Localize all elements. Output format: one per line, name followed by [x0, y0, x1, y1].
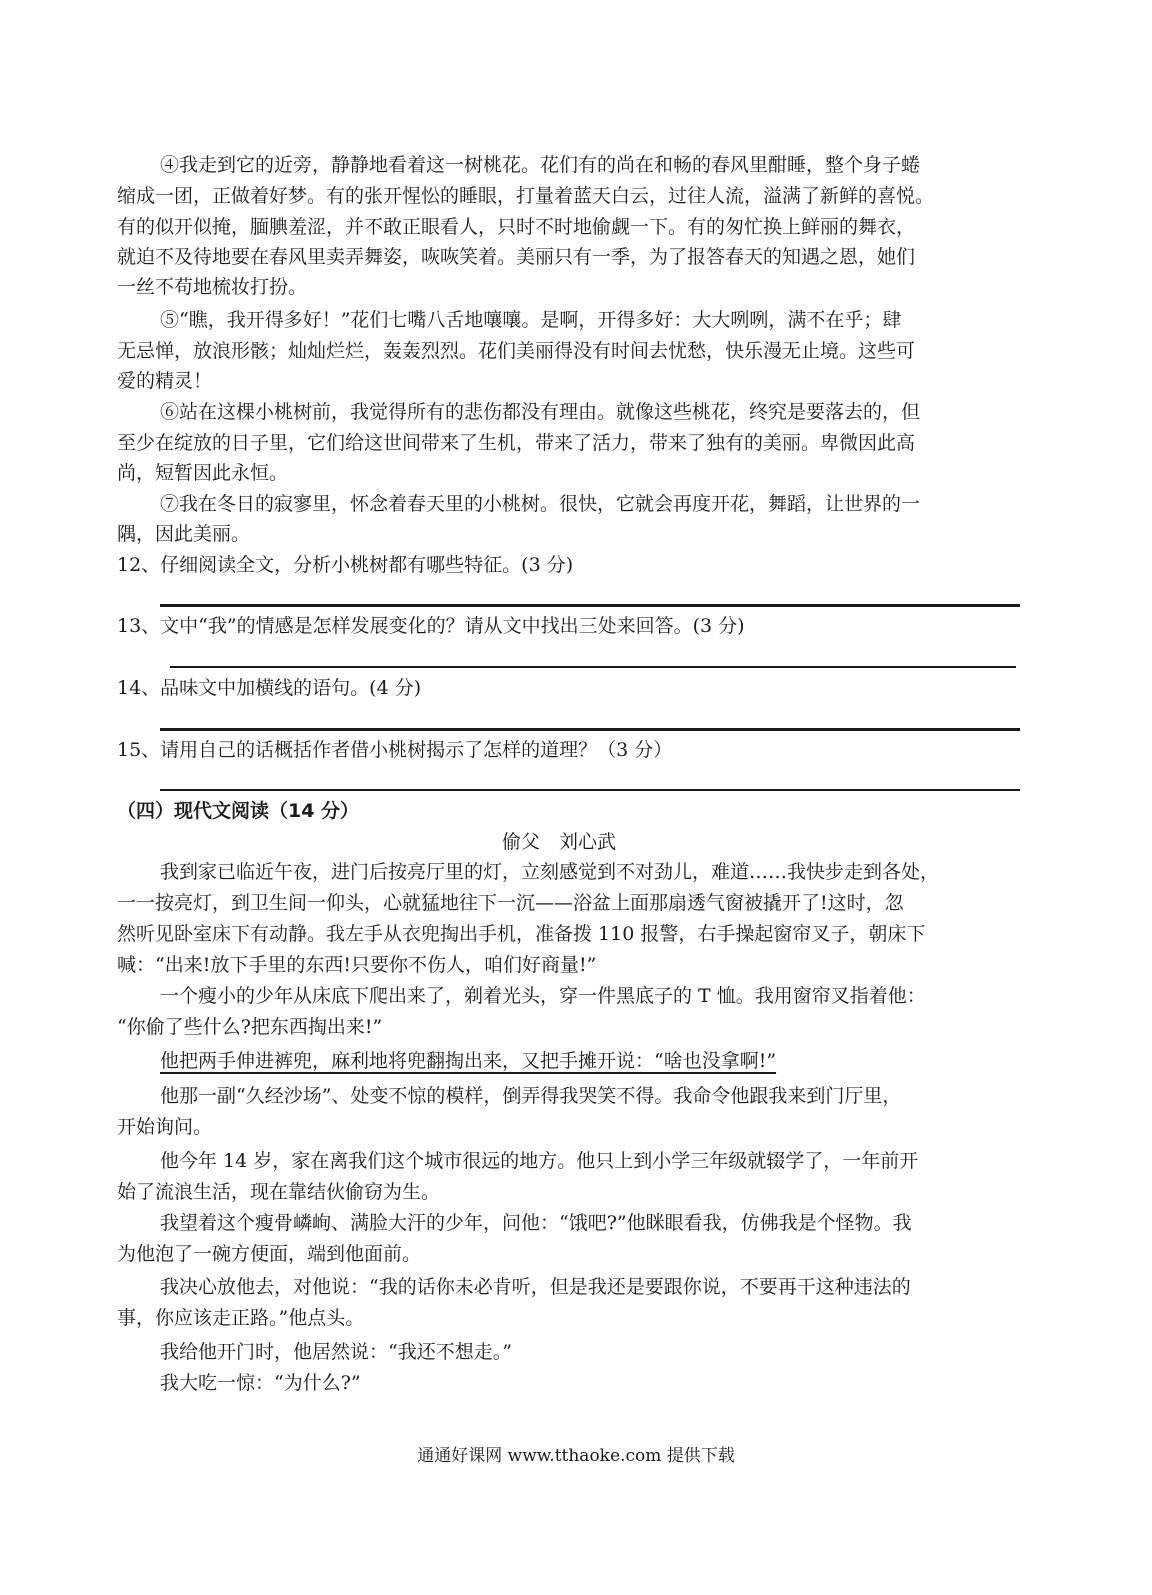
s4-p7-line-2: 事，你应该走正路。”他点头。	[117, 1307, 365, 1329]
p5-line-1: ⑤“瞧，我开得多好！”花们七嘴八舌地嚷嚷。是啊，开得多好：大大咧咧，满不在乎；肆	[160, 309, 902, 331]
p6-line-2: 至少在绽放的日子里，它们给这世间带来了生机，带来了活力，带来了独有的美丽。卑微因此高	[117, 432, 916, 454]
p5-line-3: 爱的精灵！	[117, 370, 213, 392]
p7-line-1: ⑦我在冬日的寂寥里，怀念着春天里的小桃树。很快，它就会再度开花，舞蹈，让世界的一	[160, 493, 921, 515]
p6-line-3: 尚，短暂因此永恒。	[117, 462, 289, 484]
answer-line-12[interactable]	[160, 604, 1020, 607]
p4-line-5: 一丝不苟地梳妆打扮。	[117, 276, 308, 298]
article-title: 偷父 刘心武	[502, 831, 617, 853]
s4-p2-line-1: 一个瘦小的少年从床底下爬出来了，剃着光头，穿一件黑底子的 T 恤。我用窗帘叉指着他：	[160, 985, 926, 1007]
answer-line-14[interactable]	[160, 728, 1020, 731]
s4-p6-line-1: 我望着这个瘦骨嶙峋、满脸大汗的少年，问他：“饿吧?”他眯眼看我，仿佛我是个怪物。我	[160, 1212, 912, 1234]
s4-p1-line-4: 喊：“出来!放下手里的东西!只要你不伤人，咱们好商量!”	[117, 954, 597, 976]
s4-p4-line-1: 他那一副“久经沙场”、处变不惊的模样，倒弄得我哭笑不得。我命令他跟我来到门厅里，	[160, 1085, 902, 1107]
p4-line-4: 就迫不及待地要在春风里卖弄舞姿，咴咴笑着。美丽只有一季，为了报答春天的知遇之恩，她们	[117, 246, 916, 268]
p6-line-1: ⑥站在这棵小桃树前，我觉得所有的悲伤都没有理由。就像这些桃花，终究是要落去的，但	[160, 401, 921, 423]
answer-line-15[interactable]	[160, 789, 1020, 791]
question-15: 15、请用自己的话概括作者借小桃树揭示了怎样的道理？（3 分）	[117, 739, 673, 761]
question-14: 14、品味文中加横线的语句。(4 分)	[117, 677, 422, 699]
question-12: 12、仔细阅读全文，分析小桃树都有哪些特征。(3 分)	[117, 554, 574, 576]
footer-credit: 通通好课网 www.tthaoke.com 提供下载	[417, 1446, 735, 1466]
underlined-sentence: 他把两手伸进裤兜，麻利地将兜翻掏出来，又把手摊开说：“啥也没拿啊!”	[160, 1050, 777, 1072]
s4-p9-line-1: 我大吃一惊：“为什么?”	[160, 1372, 361, 1394]
section-header: （四）现代文阅读（14 分）	[117, 800, 360, 822]
s4-p4-line-2: 开始询问。	[117, 1116, 213, 1138]
s4-p2-line-2: “你偷了些什么?把东西掏出来!”	[117, 1016, 383, 1038]
s4-p1-line-1: 我到家已临近午夜，进门后按亮厅里的灯，立刻感觉到不对劲儿，难道……我快步走到各处，	[160, 861, 940, 883]
question-13: 13、文中“我”的情感是怎样发展变化的？请从文中找出三处来回答。(3 分)	[117, 615, 745, 637]
s4-p7-line-1: 我决心放他去，对他说：“我的话你未必肯听，但是我还是要跟你说，不要再干这种违法的	[160, 1276, 911, 1298]
p7-line-2: 隅，因此美丽。	[117, 523, 251, 545]
p5-line-2: 无忌惮，放浪形骸；灿灿烂烂，轰轰烈烈。花们美丽得没有时间去忧愁，快乐漫无止境。这些可	[117, 340, 916, 362]
s4-p6-line-2: 为他泡了一碗方便面，端到他面前。	[117, 1243, 422, 1265]
answer-line-13[interactable]	[170, 666, 1016, 668]
s4-p8-line-1: 我给他开门时，他居然说：“我还不想走。”	[160, 1341, 512, 1363]
s4-p1-line-3: 然听见卧室床下有动静。我左手从衣兜掏出手机，准备拨 110 报警，右手操起窗帘叉子，朝床下	[117, 923, 926, 945]
s4-p5-line-2: 始了流浪生活，现在靠结伙偷窃为生。	[117, 1181, 441, 1203]
s4-p5-line-1: 他今年 14 岁，家在离我们这个城市很远的地方。他只上到小学三年级就辍学了，一年前开	[160, 1150, 919, 1172]
p4-line-3: 有的似开似掩，腼腆羞涩，并不敢正眼看人，只时不时地偷觑一下。有的匆忙换上鲜丽的舞衣，	[117, 216, 916, 238]
p4-line-1: ④我走到它的近旁，静静地看着这一树桃花。花们有的尚在和畅的春风里酣睡，整个身子蜷	[160, 154, 921, 176]
s4-p1-line-2: 一一按亮灯，到卫生间一仰头，心就猛地往下一沉——浴盆上面那扇透气窗被撬开了!这时，忽	[117, 892, 904, 914]
p4-line-2: 缩成一团，正做着好梦。有的张开惺忪的睡眼，打量着蓝天白云，过往人流，溢满了新鲜的喜悦。	[117, 185, 935, 207]
